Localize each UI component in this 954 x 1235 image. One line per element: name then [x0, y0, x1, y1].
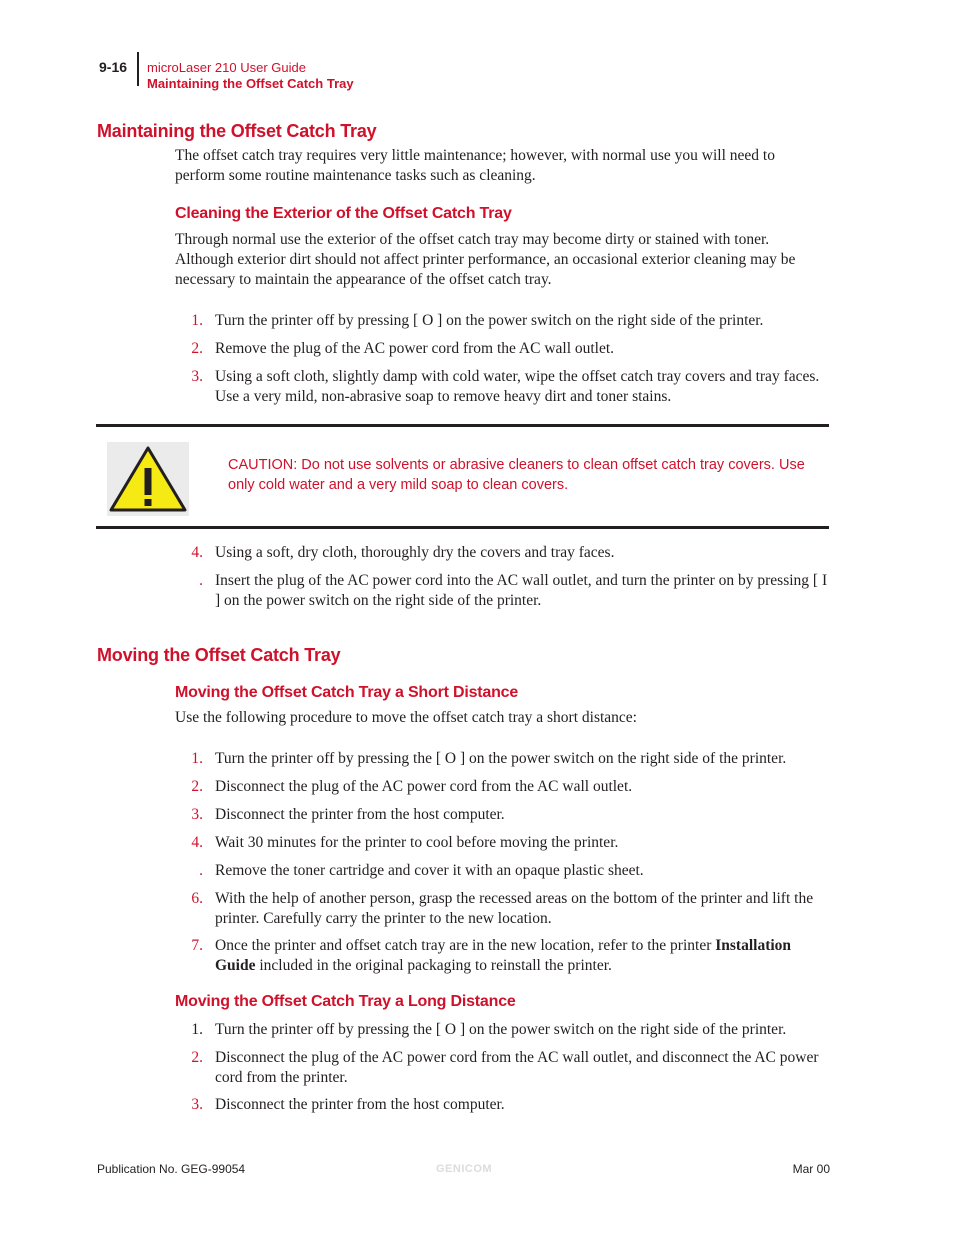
step-number: 1. — [191, 750, 203, 767]
section-intro-maintaining: The offset catch tray requires very little maintenance; however, with normal use you will need to perform some routine maintenance tasks such as cleaning. — [175, 147, 775, 184]
section-title-maintaining: Maintaining the Offset Catch Tray — [97, 121, 377, 141]
list-item — [175, 571, 835, 610]
subsection-title-long-distance: Moving the Offset Catch Tray a Long Distance — [175, 993, 516, 1010]
list-item — [175, 311, 835, 331]
list-item — [175, 339, 835, 359]
list-item — [175, 833, 835, 853]
step-number: 3. — [191, 1096, 203, 1113]
step-text: Disconnect the printer from the host computer. — [215, 1096, 505, 1113]
list-item — [175, 1020, 835, 1040]
list-item — [175, 861, 835, 881]
step-number: 4. — [191, 544, 203, 561]
step-number: 3. — [191, 368, 203, 385]
step-text: Turn the printer off by pressing the [ O ] on the power switch on the right side of the printer. — [215, 1021, 787, 1038]
step-number: 7. — [191, 937, 203, 954]
list-item — [175, 367, 835, 406]
step-text: Remove the toner cartridge and cover it with an opaque plastic sheet. — [215, 862, 644, 879]
caution-top-rule — [96, 424, 829, 427]
step-number: 2. — [191, 1049, 203, 1066]
guide-title: microLaser 210 User Guide — [147, 60, 306, 75]
installation-guide-reference: Installation Guide — [215, 937, 792, 974]
step-text — [215, 936, 835, 975]
subsection-intro-short-distance: Use the following procedure to move the offset catch tray a short distance: — [175, 709, 637, 726]
company-logo: GENICOM — [436, 1163, 493, 1175]
caution-message: CAUTION: Do not use solvents or abrasive cleaners to clean offset catch tray covers. Use only cold water and a very mild soap to clean covers. — [228, 457, 805, 493]
section-title-moving: Moving the Offset Catch Tray — [97, 645, 341, 665]
subsection-title-cleaning: Cleaning the Exterior of the Offset Catch Tray — [175, 205, 512, 222]
step-text-after: included in the original packaging to reinstall the printer. — [255, 956, 612, 974]
list-item — [175, 543, 835, 563]
step-number: 6. — [191, 890, 203, 907]
publication-number: Publication No. GEG-99054 — [97, 1162, 246, 1176]
step-text: Disconnect the plug of the AC power cord from the AC wall outlet. — [215, 778, 633, 795]
step-number: . — [199, 862, 203, 879]
step-number: 3. — [191, 806, 203, 823]
list-item — [175, 1048, 835, 1087]
step-text: With the help of another person, grasp the recessed areas on the bottom of the printer and lift the printer. Carefully carry the printer to the new location. — [215, 890, 814, 927]
step-text-before: Once the printer and offset catch tray are in the new location, refer to the printer — [215, 937, 716, 954]
list-item — [175, 1095, 835, 1115]
step-text: Disconnect the plug of the AC power cord from the AC wall outlet, and disconnect the AC power cord from the printer. — [215, 1049, 819, 1086]
list-item — [175, 749, 835, 769]
list-item — [175, 936, 835, 975]
step-number: 1. — [191, 1021, 203, 1038]
chapter-title: Maintaining the Offset Catch Tray — [147, 76, 354, 91]
warning-icon — [107, 442, 189, 516]
step-number: . — [199, 572, 203, 589]
publication-date: Mar 00 — [792, 1162, 830, 1176]
list-item — [175, 777, 835, 797]
subsection-intro-cleaning: Through normal use the exterior of the offset catch tray may become dirty or stained with toner. Although exterior dirt should not affect printer performance, an occasional exterior cleaning may be necessary to maintain the appearance of the offset catch tray. — [175, 231, 796, 288]
list-item — [175, 889, 835, 928]
step-text: Wait 30 minutes for the printer to cool before moving the printer. — [215, 834, 619, 851]
list-item — [175, 805, 835, 825]
caution-icon-background — [107, 442, 189, 516]
step-text: Using a soft cloth, slightly damp with cold water, wipe the offset catch tray covers and tray faces. Use a very mild, non-abrasive soap to remove heavy dirt and toner stains. — [215, 368, 820, 405]
subsection-title-short-distance: Moving the Offset Catch Tray a Short Distance — [175, 684, 519, 701]
step-text: Turn the printer off by pressing [ O ] on the power switch on the right side of the printer. — [215, 312, 764, 329]
page-number: 9-16 — [99, 59, 128, 75]
step-number: 2. — [191, 778, 203, 795]
header-divider — [137, 52, 139, 86]
caution-bottom-rule — [96, 526, 829, 529]
step-number: 2. — [191, 340, 203, 357]
step-text: Disconnect the printer from the host computer. — [215, 806, 505, 823]
step-text: Insert the plug of the AC power cord into the AC wall outlet, and turn the printer on by pressing [ I ] on the power switch on the right side of the printer. — [215, 572, 828, 609]
step-text: Turn the printer off by pressing the [ O ] on the power switch on the right side of the printer. — [215, 750, 787, 767]
step-text: Using a soft, dry cloth, thoroughly dry the covers and tray faces. — [215, 544, 615, 561]
step-text: Remove the plug of the AC power cord from the AC wall outlet. — [215, 340, 615, 357]
step-number: 1. — [191, 312, 203, 329]
step-number: 4. — [191, 834, 203, 851]
